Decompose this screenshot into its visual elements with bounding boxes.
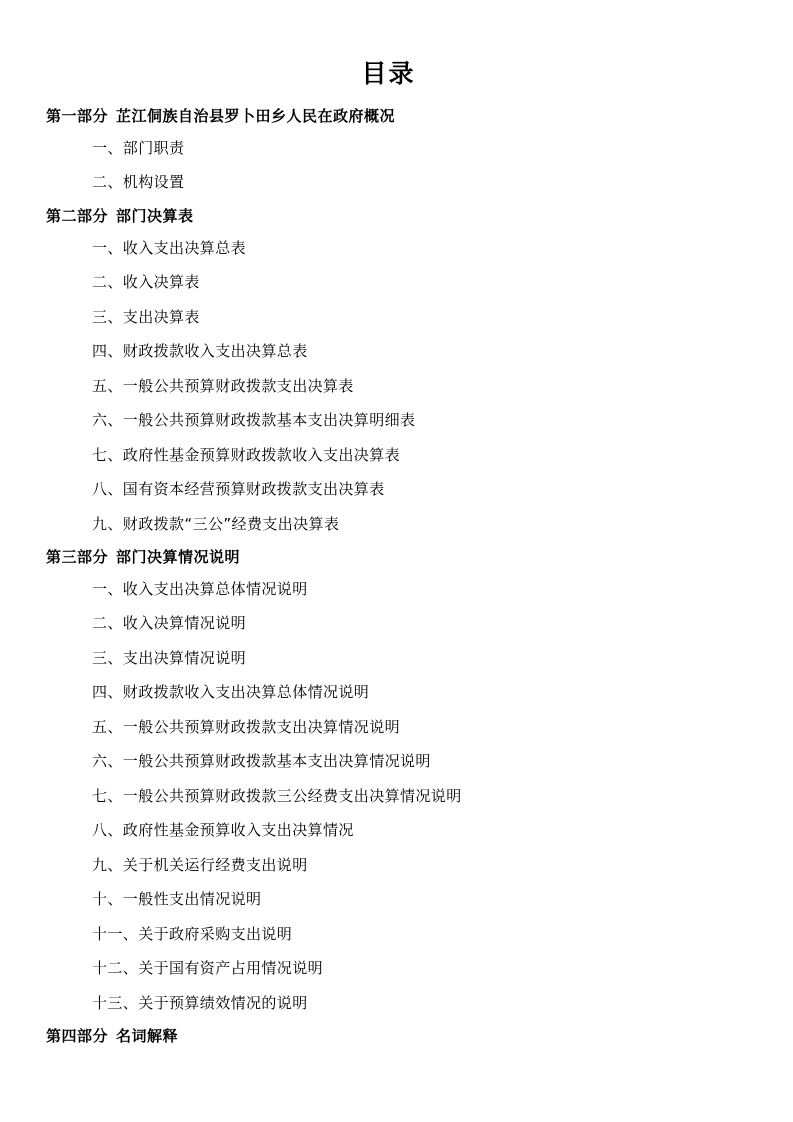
toc-part-label: 第四部分 <box>46 1027 109 1046</box>
toc-part-text: 芷江侗族自治县罗卜田乡人民在政府概况 <box>116 107 396 125</box>
toc-section-1 <box>44 106 733 194</box>
toc-part-label: 第二部分 <box>46 206 109 225</box>
toc-part-text: 名词解释 <box>116 1027 179 1046</box>
toc-item[interactable]: 十二、关于国有资产占用情况说明 <box>92 959 324 978</box>
toc-item[interactable]: 七、政府性基金预算财政拨款收入支出决算表 <box>92 445 401 464</box>
toc-part-text: 部门决算表 <box>116 206 194 225</box>
toc-item[interactable]: 八、政府性基金预算收入支出决算情况 <box>92 821 354 840</box>
toc-part-label: 第一部分 <box>46 107 109 125</box>
toc-item[interactable]: 二、收入决算情况说明 <box>92 614 247 633</box>
toc-section-4 <box>44 1026 733 1048</box>
toc-item[interactable]: 三、支出决算情况说明 <box>92 648 247 667</box>
toc-section-3 <box>44 547 733 1014</box>
toc-part-heading <box>44 547 733 569</box>
toc-section-2 <box>44 206 733 535</box>
toc-item[interactable]: 一、收入支出决算总表 <box>92 238 247 257</box>
toc-item[interactable]: 三、支出决算表 <box>92 307 200 326</box>
table-of-contents <box>44 106 733 1048</box>
toc-part-heading <box>44 106 733 128</box>
toc-part-heading <box>44 206 733 228</box>
toc-item[interactable]: 一、收入支出决算总体情况说明 <box>92 579 308 598</box>
toc-item[interactable]: 二、机构设置 <box>92 173 185 192</box>
toc-item[interactable]: 四、财政拨款收入支出决算总表 <box>92 342 308 360</box>
toc-item[interactable]: 二、收入决算表 <box>92 273 200 291</box>
toc-part-heading <box>44 1026 733 1048</box>
toc-item[interactable]: 五、一般公共预算财政拨款支出决算情况说明 <box>92 717 401 736</box>
toc-item[interactable]: 十、一般性支出情况说明 <box>92 890 262 909</box>
toc-item[interactable]: 六、一般公共预算财政拨款基本支出决算情况说明 <box>92 752 431 771</box>
toc-item[interactable]: 九、财政拨款“三公”经费支出决算表 <box>92 514 340 533</box>
toc-item[interactable]: 五、一般公共预算财政拨款支出决算表 <box>92 376 354 395</box>
page-title: 目录 <box>361 59 416 88</box>
toc-item[interactable]: 一、部门职责 <box>92 138 185 157</box>
toc-item[interactable]: 四、财政拨款收入支出决算总体情况说明 <box>92 683 370 702</box>
toc-item[interactable]: 十三、关于预算绩效情况的说明 <box>92 993 308 1012</box>
toc-item[interactable]: 九、关于机关运行经费支出说明 <box>92 855 308 874</box>
toc-item[interactable]: 六、一般公共预算财政拨款基本支出决算明细表 <box>92 411 416 429</box>
toc-part-text: 部门决算情况说明 <box>116 548 241 566</box>
toc-item[interactable]: 十一、关于政府采购支出说明 <box>92 924 293 943</box>
toc-part-label: 第三部分 <box>46 548 109 566</box>
toc-item[interactable]: 八、国有资本经营预算财政拨款支出决算表 <box>92 480 385 498</box>
toc-item[interactable]: 七、一般公共预算财政拨款三公经费支出决算情况说明 <box>92 786 462 805</box>
